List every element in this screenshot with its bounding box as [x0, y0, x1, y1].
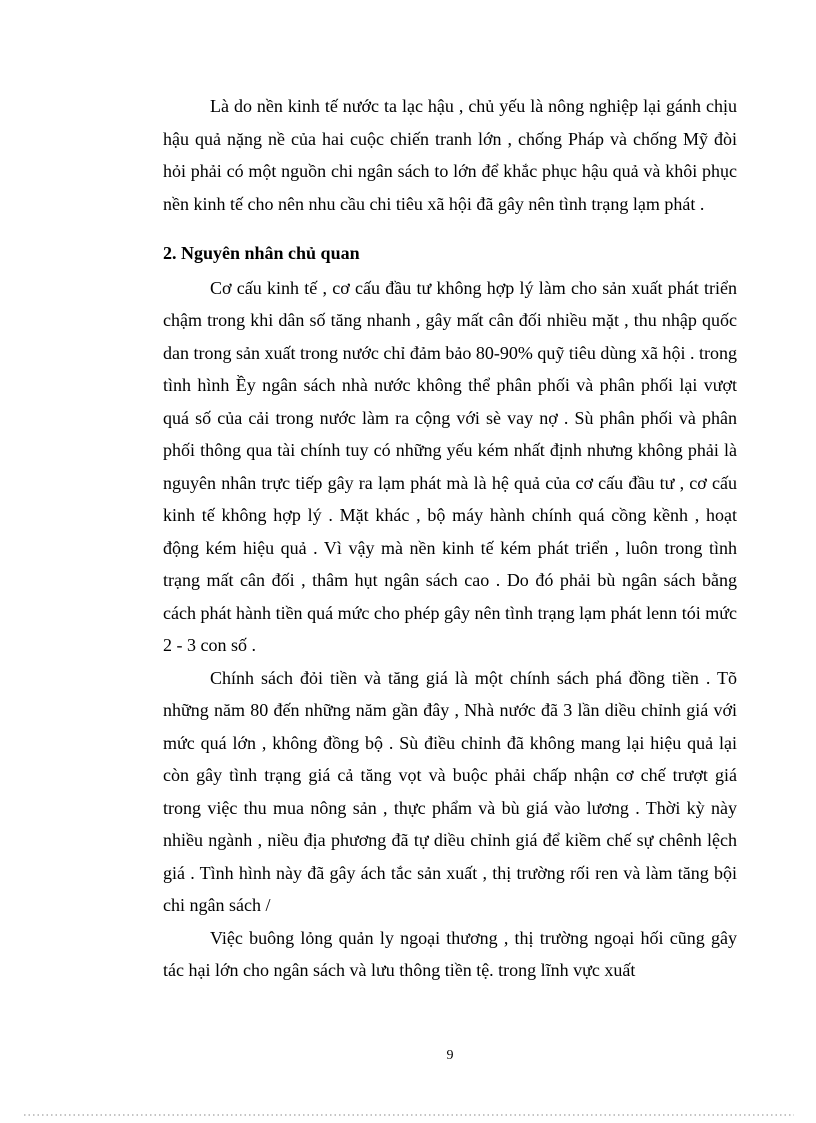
section-heading: 2. Nguyên nhân chủ quan	[163, 243, 360, 263]
page-body	[163, 90, 737, 987]
body-paragraph-objective-cause: Là do nền kinh tế nước ta lạc hậu , chủ yếu là nông nghiệp lại gánh chịu hậu quả nặng nề của hai cuộc chiến tranh lớn , chống Pháp và chống Mỹ đòi hỏi phải có một nguồn chi ngân sách to lớn để khắc phục hậu quả và khôi phục nền kinh tế cho nên nhu cầu chi tiêu xã hội đã gây nên tình trạng lạm phát .	[163, 96, 737, 214]
body-paragraph-foreign-trade: Việc buông lỏng quản ly ngoại thương , thị trường ngoại hối cũng gây tác hại lớn cho ngân sách và lưu thông tiền tệ. trong lĩnh vực xuất	[163, 927, 737, 980]
page-number: 9	[446, 1048, 454, 1063]
body-paragraph-economic-structure: Cơ cấu kinh tế , cơ cấu đầu tư không hợp lý làm cho sản xuất phát triển chậm trong khi dân số tăng nhanh , gây mất cân đối nhiều mặt , thu nhập quốc dan trong sản xuất trong nước chỉ đảm bảo 80-90% quỹ tiêu dùng xã hội . trong tình hình Ềy ngân sách nhà nước không thể phân phối và phân phối lại vượt quá số của cải trong nước làm ra cộng với sè vay nợ . Sù phân phối và phân phối thông qua tài chính tuy có những yếu kém nhất định nhưng không phải là nguyên nhân trực tiếp gây ra lạm phát mà là hệ quả của cơ cấu đầu tư , cơ cấu kinh tế không hợp lý . Mặt khác , bộ máy hành chính quá cồng kềnh , hoạt động kém hiệu quả . Vì vậy mà nền kinh tế kém phát triển , luôn trong tình trạng mất cân đối , thâm hụt ngân sách cao . Do đó phải bù ngân sách bằng cách phát hành tiền quá mức cho phép gây nên tình trạng lạm phát lenn tói mức 2 - 3 con số .	[163, 277, 737, 655]
body-paragraph-price-policy: Chính sách đỏi tiền và tăng giá là một chính sách phá đồng tiền . Tõ những năm 80 đến những năm gần đây , Nhà nước đã 3 lần diều chỉnh giá với mức quá lớn , không đồng bộ . Sù điều chỉnh đã không mang lại hiệu quả lại còn gây tình trạng giá cả tăng vọt và buộc phải chấp nhận cơ chế trượt giá trong việc thu mua nông sản , thực phẩm và bù giá vào lương . Thời kỳ này nhiều ngành , niều địa phương đã tự diều chỉnh giá để kiềm chế sự chênh lệch giá . Tình hình này đã gây ách tắc sản xuất , thị trường rối ren và làm tăng bội chi ngân sách /	[163, 667, 737, 915]
page-break-dotted-line	[24, 1114, 794, 1116]
